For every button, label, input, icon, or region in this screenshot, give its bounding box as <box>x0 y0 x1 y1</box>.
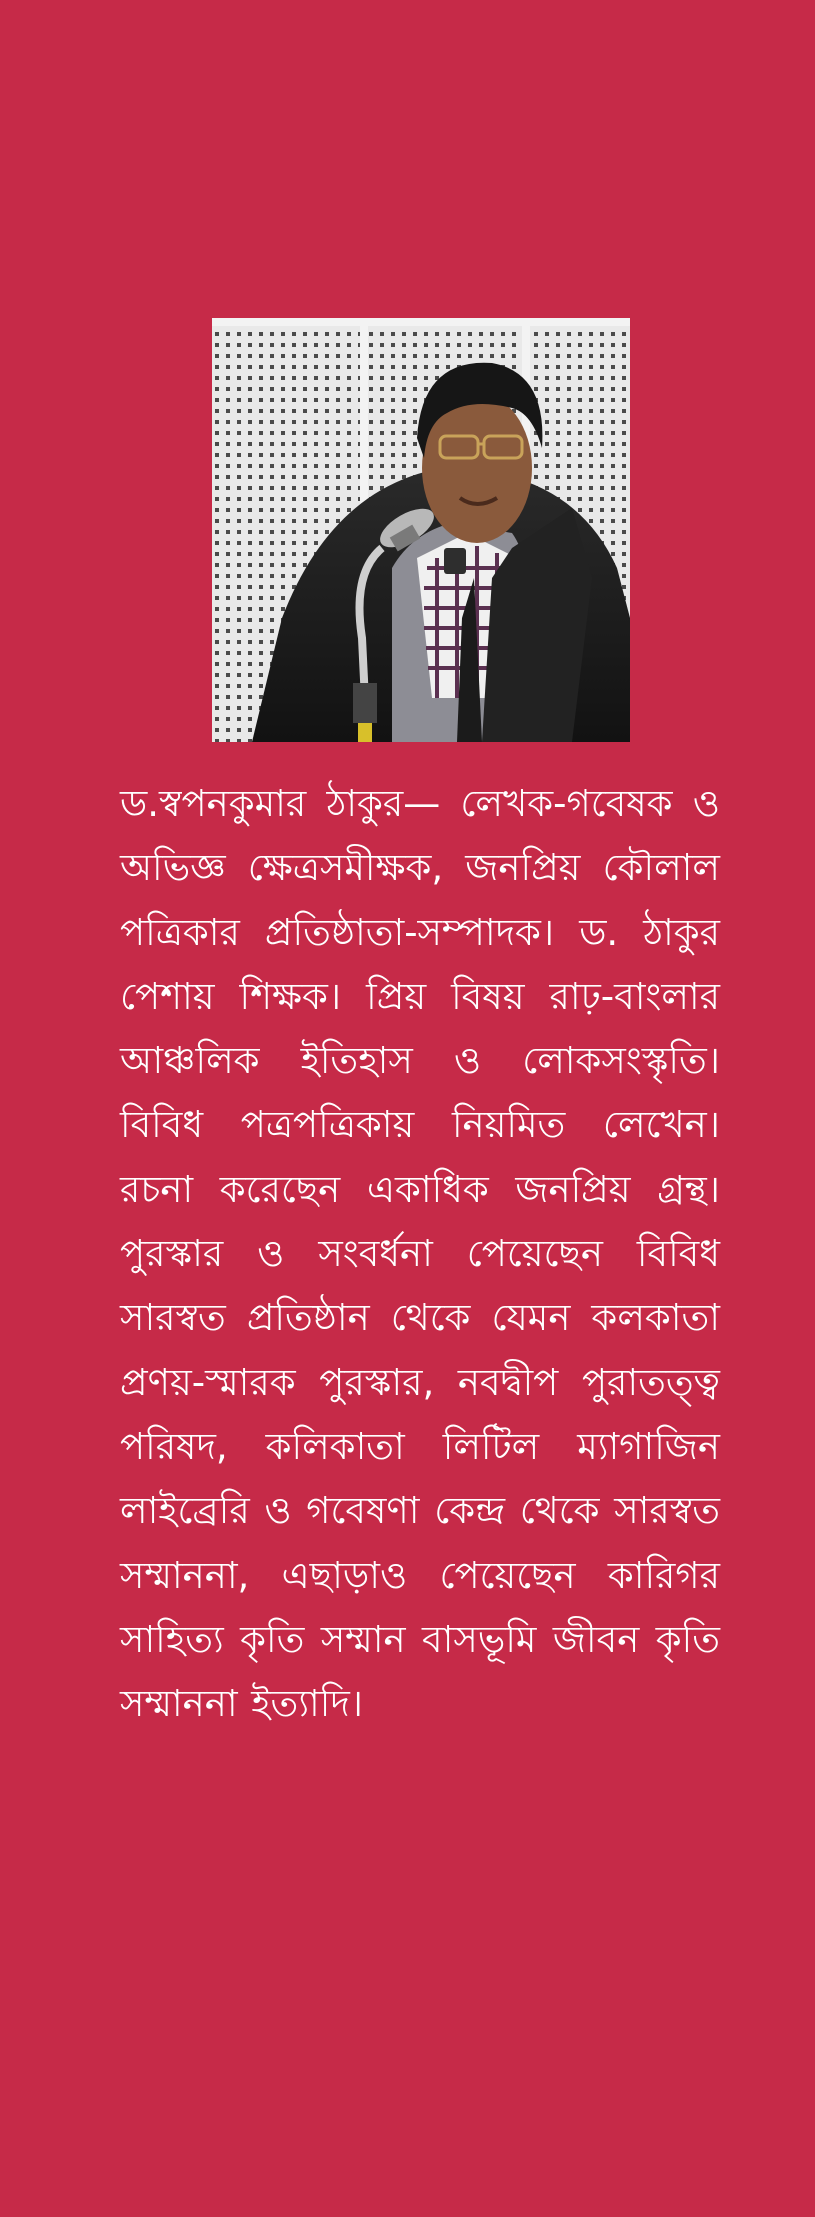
author-biography: ড.স্বপনকুমার ঠাকুর— লেখক-গবেষক ও অভিজ্ঞ ক্ষেত্রসমীক্ষক, জনপ্রিয় কৌলাল পত্রিকার প্রতিষ্ঠাতা-সম্পাদক। ড. ঠাকুর পেশায় শিক্ষক। প্রিয় বিষয় রাঢ়-বাংলার আঞ্চলিক ইতিহাস ও লোকসংস্কৃতি। বিবিধ পত্রপত্রিকায় নিয়মিত লেখেন। রচনা করেছেন একাধিক জনপ্রিয় গ্রন্থ। পুরস্কার ও সংবর্ধনা পেয়েছেন বিবিধ সারস্বত প্রতিষ্ঠান থেকে যেমন কলকাতা প্রণয়-স্মারক পুরস্কার, নবদ্বীপ পুরাতত্ত্ব পরিষদ, কলিকাতা লিটিল ম্যাগাজিন লাইব্রেরি ও গবেষণা কেন্দ্র থেকে সারস্বত সম্মাননা, এছাড়াও পেয়েছেন কারিগর সাহিত্য কৃতি সম্মান বাসভূমি জীবন কৃতি সম্মাননা ইত্যাদি। <box>120 782 720 1726</box>
author-portrait-image <box>212 318 630 742</box>
author-photo <box>212 318 630 742</box>
